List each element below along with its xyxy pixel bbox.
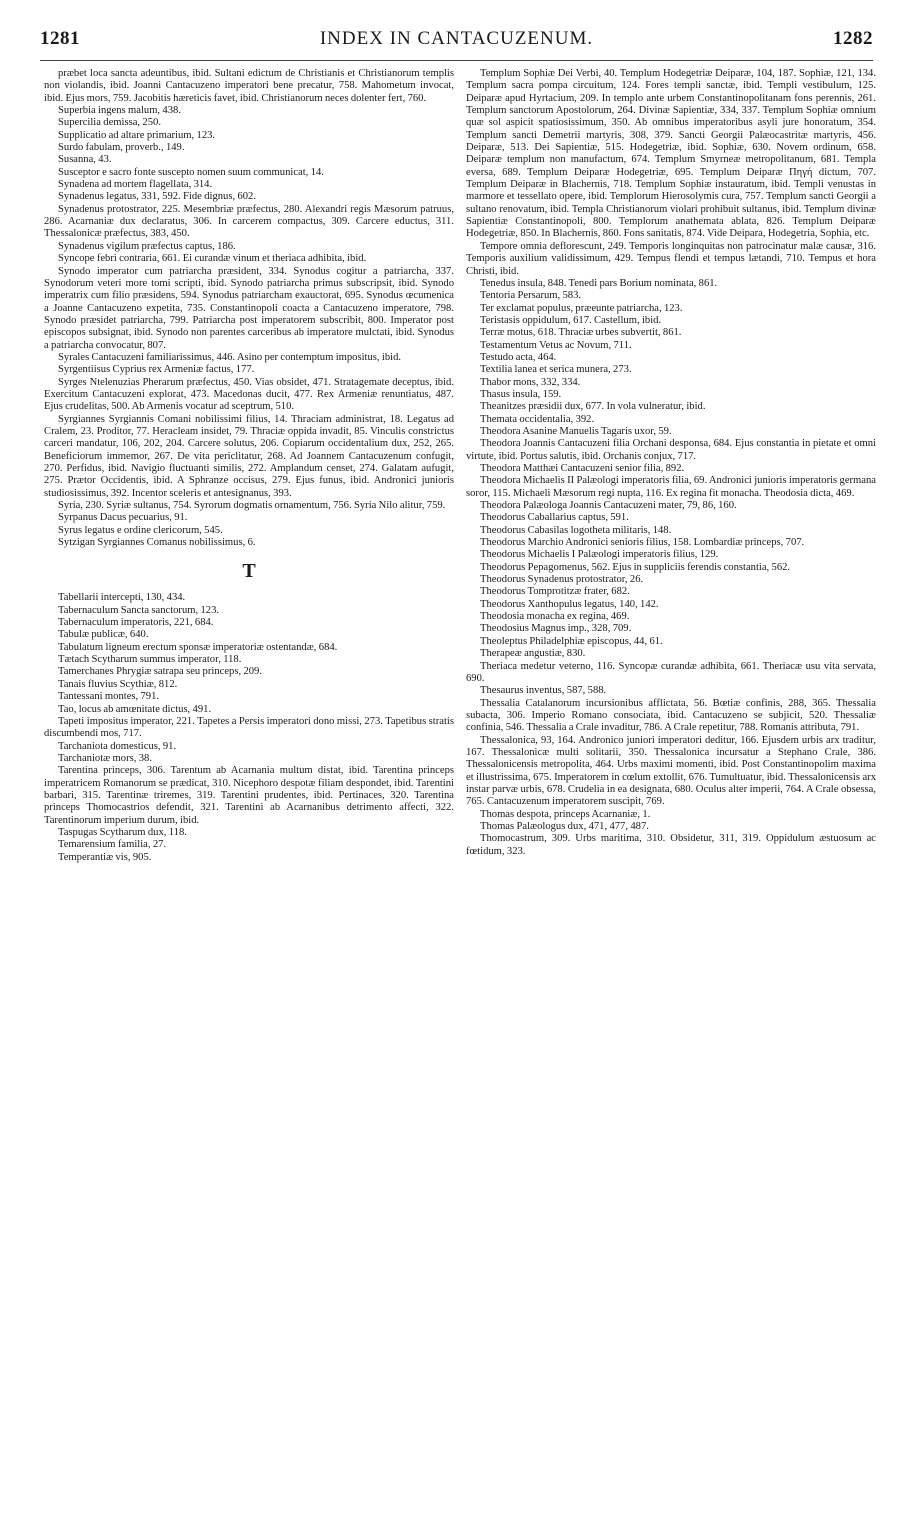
index-entry: Tenedus insula, 848. Tenedi pars Borium nominata, 861. [480, 277, 718, 289]
index-entry: Syrus legatus e ordine clericorum, 545. [58, 524, 223, 536]
running-title: INDEX IN CANTACUZENUM. [319, 28, 594, 49]
left-bottom-entries [44, 592, 454, 864]
index-entry: Testudo acta, 464. [480, 351, 557, 363]
header-rule [40, 60, 873, 61]
index-entry: Theodorus Pepagomenus, 562. Ejus in suppliciis ferendis constantia, 562. [480, 561, 791, 573]
index-entry: Syncope febri contraria, 661. Ei curandæ vinum et theriaca adhibita, ibid. [58, 253, 367, 265]
index-entry: Synadenus vigilum præfectus captus, 186. [58, 240, 236, 252]
index-entry: Syrges Ntelenuzias Pherarum præfectus, 450. Vias obsidet, 471. Stratagemate deceptus, ibid. Exercitum Cantacuzeni explorat, 473. Macedonas ducit, 477. Rex Armeniæ renuntiatus, 487. Ejus crudelitas, 500. Ab Armenis vocatur ad sceptrum, 510. [44, 376, 454, 413]
index-entry: Theodorus Xanthopulus legatus, 140, 142. [480, 598, 659, 610]
index-entry: Synadenus protostrator, 225. Mesembriæ præfectus, 280. Alexandri regis Mæsorum patruus, 286. Acarnaniæ dux declaratus, 306. In carcerem compactus, 309. Carcere eductus, 311. Thessalonicæ præfectus, 383, 450. [44, 203, 454, 240]
left-top-entries [44, 68, 454, 549]
index-entry: Thessalonica, 93, 164. Andronico juniori imperatori deditur, 166. Ejusdem urbis arx traditur, 167. Thessalonicæ multi solitarii, 350. Thessalonica incursatur a Stephano Crale, 386. Thessalonicensis metropolita, 464. Urbs maximi momenti, ibid. Post Constantinopolim maxima et illustrissima, 675. Imperatorem in cœlum extollit, 676. Tumultuatur, ibid. Thessalonicensis arx instar parvæ urbis, 678. Crudelia in ea designata, 680. Oculus alter imperii, 764. A Crale obsessa, 765. Cantacuzenum imperatorem suscipit, 769. [466, 734, 876, 808]
index-entry: Tætach Scytharum summus imperator, 118. [58, 654, 242, 666]
index-entry: Thomas Palæologus dux, 471, 477, 487. [480, 820, 649, 832]
index-entry: Tarchaniotæ mors, 38. [58, 752, 152, 764]
index-entry: Thasus insula, 159. [480, 388, 562, 400]
index-entry: Tabulatum ligneum erectum sponsæ imperatoriæ ostentandæ, 684. [58, 641, 338, 653]
index-entry: Syrgiannes Syrgiannis Comani nobilissimi filius, 14. Thraciam administrat, 18. Legatus ad Cralem, 23. Proditor, 77. Heracleam insidet, 79. Thraciæ oppida invadit, 85. Vinculis constrictus carceri mandatur, 106, 202, 204. Carcere solutus, 206. Copiarum occidentalium dux, 252, 265. Beneficiorum immemor, 267. De vita periclitatur, 268. Ad Joannem Cantacuzenum confugit, 270. Perfidus, ibid. Navigio fluctuanti similis, 272. Amplandum censet, 274. Galatam aufugit, 275. Prætor Occidentis, ibid. A Sphranze occisus, 279. Ejus funus, ibid. Andronici junioris studiosissimus, 392. Incentor sceleris et antesignanus, 393. [44, 413, 454, 499]
section-letter: T [242, 560, 256, 583]
index-entry: Synadenus legatus, 331, 592. Fide dignus, 602. [58, 191, 257, 203]
index-entry: Syrpanus Dacus pecuarius, 91. [58, 512, 188, 524]
page-header [40, 28, 873, 62]
index-entry: Theodorus Caballarius captus, 591. [480, 512, 629, 524]
index-entry: Teristasis oppidulum, 617. Castellum, ibid. [480, 314, 662, 326]
index-entry: Theodora Asanine Manuelis Tagaris uxor, 59. [480, 425, 672, 437]
index-entry: Tapeti impositus imperator, 221. Tapetes a Persis imperatori dono missi, 273. Tapetibus stratis discumbendi mos, 717. [44, 715, 454, 740]
index-entry: Susanna, 43. [58, 154, 112, 166]
index-entry: Theodorus Synadenus protostrator, 26. [480, 574, 644, 586]
index-entry: Terræ motus, 618. Thraciæ urbes subvertit, 861. [480, 327, 682, 339]
right-entries [466, 68, 876, 858]
index-entry: Superbia ingens malum, 438. [58, 105, 181, 117]
index-entry: Theodosius Magnus imp., 328, 709. [480, 623, 632, 635]
index-entry: Syria, 230. Syriæ sultanus, 754. Syrorum dogmatis ornamentum, 756. Syria Nilo alitur, 759. [58, 500, 446, 512]
index-entry: Sytzigan Syrgiannes Comanus nobilissimus, 6. [58, 537, 256, 549]
index-entry: Temperantiæ vis, 905. [58, 851, 152, 863]
index-entry: Taspugas Scytharum dux, 118. [58, 826, 187, 838]
index-entry: Supplicatio ad altare primarium, 123. [58, 129, 216, 141]
index-entry: Therapeæ angustiæ, 830. [480, 648, 586, 660]
left-column [44, 68, 454, 864]
index-entry: Theodorus Michaelis I Palæologi imperatoris filius, 129. [480, 549, 719, 561]
index-entry: Theodora Michaelis II Palæologi imperatoris filia, 69. Andronici junioris imperatoris germana soror, 115. Michaeli Mæsorum regi nupta, 116. Ex regina fit monacha. Theodosia dicta, 469. [466, 475, 876, 499]
page-number-left: 1281 [40, 28, 80, 49]
index-entry: Ter exclamat populus, præeunte patriarcha, 123. [480, 302, 683, 314]
index-entry: Tempore omnia deflorescunt, 249. Temporis longinquitas non patrocinatur malæ causæ, 316. Temporis auxilium validissimum, 429. Tempus flendi et tempus lætandi, 710. Tempus et hora Christi, ibid. [466, 240, 876, 277]
index-entry: Syrgentiisus Cyprius rex Armeniæ factus, 177. [58, 364, 255, 376]
page-number-right: 1282 [833, 28, 873, 49]
right-column [466, 68, 876, 858]
index-entry: Theodorus Marchio Andronici senioris filius, 158. Lombardiæ princeps, 707. [480, 537, 805, 549]
index-entry: Theodora Joannis Cantacuzeni filia Orchani desponsa, 684. Ejus constantia in pietate et omni virtute, ibid. Portus salutis, ibid. Orchanis conjux, 717. [466, 438, 876, 462]
index-entry: Tamerchanes Phrygiæ satrapa seu princeps, 209. [58, 666, 262, 678]
index-entry: Thomocastrum, 309. Urbs maritima, 310. Obsidetur, 311, 319. Oppidulum æstuosum ac fœtidum, 323. [466, 833, 876, 857]
index-entry: Temarensium familia, 27. [58, 839, 167, 851]
index-entry: Thesaurus inventus, 587, 588. [480, 685, 607, 697]
index-entry: Thomas despota, princeps Acarnaniæ, 1. [480, 808, 651, 820]
index-entry: Synodo imperator cum patriarcha præsident, 334. Synodus cogitur a patriarcha, 337. Synodorum veteri more tomi scripti, ibid. Synodo patriarcha primus subscripsit, ibid. Synodo imperatrix cum filio præsidens, 594. Synodus patriarcham exauctorat, 695. Synodus œcumenica a Joanne Cantacuzeno expetita, 735. Constantinopoli coacta a Cantacuzeno imperatore, 798. Synodo præsidet patriarcha, 799. Patriarcha post imperatorem subscribit, 800. Imperator post episcopos subsignat, ibid. Synodo non parentes carceribus ab imperatore mulctati, ibid. Synodus a patriarcha convocatur, 807. [44, 265, 454, 351]
index-entry: Tantessani montes, 791. [58, 691, 160, 703]
index-entry: Theodorus Cabasilas logotheta militaris, 148. [480, 524, 672, 536]
index-entry: Tabulæ publicæ, 640. [58, 629, 149, 641]
index-entry: Testamentum Vetus ac Novum, 711. [480, 339, 632, 351]
index-entry: Thessalia Catalanorum incursionibus afflictata, 56. Bœtiæ confinis, 288, 365. Thessalia subacta, 306. Imperio Romano consociata, ibid. Cantacuzeno se subjicit, 520. Thessaliæ confinia, 546. Thessalia a Crale invaditur, 786. A Crale repetitur, 788. Romanis attributa, 791. [466, 697, 876, 734]
index-entry: Tabernaculum imperatoris, 221, 684. [58, 617, 214, 629]
index-entry: Tabellarii intercepti, 130, 434. [58, 592, 186, 604]
index-entry: Theodora Palæologa Joannis Cantacuzeni mater, 79, 86, 160. [480, 500, 737, 512]
index-entry: Theanitzes præsidii dux, 677. In vola vulneratur, ibid. [480, 401, 706, 413]
index-entry: Tarentina princeps, 306. Tarentum ab Acarnania multum distat, ibid. Tarentina princeps imperatricem Romanorum se prædicat, 310. Nicephoro despotæ filiam despondet, ibid. Tarentini barbari, 315. Tarentinæ triremes, 319. Tarentini prudentes, ibid. Pertinaces, 320. Tarentina princeps Thomocastrios defendit, 321. Tarentini ab Acarnanibus detrimento affecti, 322. Tarentinorum imperium durum, ibid. [44, 765, 454, 826]
index-entry: Surdo fabulam, proverb., 149. [58, 142, 185, 154]
index-entry: Syrales Cantacuzeni familiarissimus, 446. Asino per contemptum impositus, ibid. [58, 351, 402, 363]
index-entry: Tabernaculum Sancta sanctorum, 123. [58, 604, 220, 616]
index-entry: Themata occidentalia, 392. [480, 413, 595, 425]
index-entry: Tao, locus ab amœnitate dictus, 491. [58, 703, 212, 715]
index-entry: Tarchaniota domesticus, 91. [58, 740, 177, 752]
index-entry: Susceptor e sacro fonte suscepto nomen suum communicat, 14. [58, 166, 324, 178]
index-entry: Theodorus Tomprotitzæ frater, 682. [480, 586, 630, 598]
index-entry: Theodosia monacha ex regina, 469. [480, 611, 630, 623]
index-entry: Theriaca medetur veterno, 116. Syncopæ curandæ adhibita, 661. Theriacæ usu vita servata, 690. [466, 660, 876, 684]
index-entry: Tentoria Persarum, 583. [480, 290, 582, 302]
index-entry: Thabor mons, 332, 334. [480, 376, 581, 388]
index-entry: præbet loca sancta adeuntibus, ibid. Sultani edictum de Christianis et Christianorum templis non violandis, ibid. Joanni Cantacuzeno imperatori bene precatur, 758. Mahometum invocat, ibid. Ejus mors, 759. Jacobitis hæreticis favet, ibid. Christianorum neces dolenter fert, 760. [44, 68, 454, 104]
index-entry: Supercilia demissa, 250. [58, 117, 161, 129]
index-entry: Theoleptus Philadelphiæ episcopus, 44, 61. [480, 635, 663, 647]
index-entry: Theodora Matthæi Cantacuzeni senior filia, 892. [480, 463, 685, 474]
index-entry: Tanais fluvius Scythiæ, 812. [58, 678, 178, 690]
index-entry: Textilia lanea et serica munera, 273. [480, 364, 632, 376]
index-entry: Synadena ad mortem flagellata, 314. [58, 179, 213, 191]
index-entry: Templum Sophiæ Dei Verbi, 40. Templum Hodegetriæ Deiparæ, 104, 187. Sophiæ, 121, 134. Templum sacra pompa circuitum, 124. Fores templi sanctæ, ibid. Templi vestibulum, 125. Deiparæ apud Hyrtacium, 209. In templo ante urbem Constantinopolitanam fons perennis, 261. Templum sanctorum Apostolorum, 264. Divinæ Sapientiæ, 334, 337. Templum Sophiæ omnium quæ sol aspicit spatiosissimum, 350. Ab omnibus imperatoribus asyli jure honoratum, 354. Templum sancti Demetrii martyris, 308, 379. Sancti Georgii Palæocastritæ martyris, 456. Deiparæ, 513. Dei Sapientiæ, 515. Hodegetriæ, ibid. Sophiæ, 630. Novem ordinum, 658. Deiparæ templum non manufactum, 674. Templum Smyrneæ metropolitanum, 681. Templa eversa, 689. Templum Deiparæ Hodegetriæ, 695. Templum Deiparæ Πηγή dictum, 707. Templum Deiparæ in Blachernis, 718. Templum Sophiæ instauratum, ibid. Templi venustas in marmore et tessellato opere, ibid. Templorum Hierosolymis cura, 757. Templum sancti Georgii a sultano renovatum, ibid. Templa Christianorum violari prohibuit sultanus, ibid. Templum divinæ Sapientiæ Constantinopoli, 800. Templorum anathemata ablata, 826. Templum Deiparæ Hodegetriæ, 850. In Blachernis, 860. Fons sanitatis, 874. Vide Deipara, Hodegetria, Sophia, etc. [466, 68, 876, 240]
